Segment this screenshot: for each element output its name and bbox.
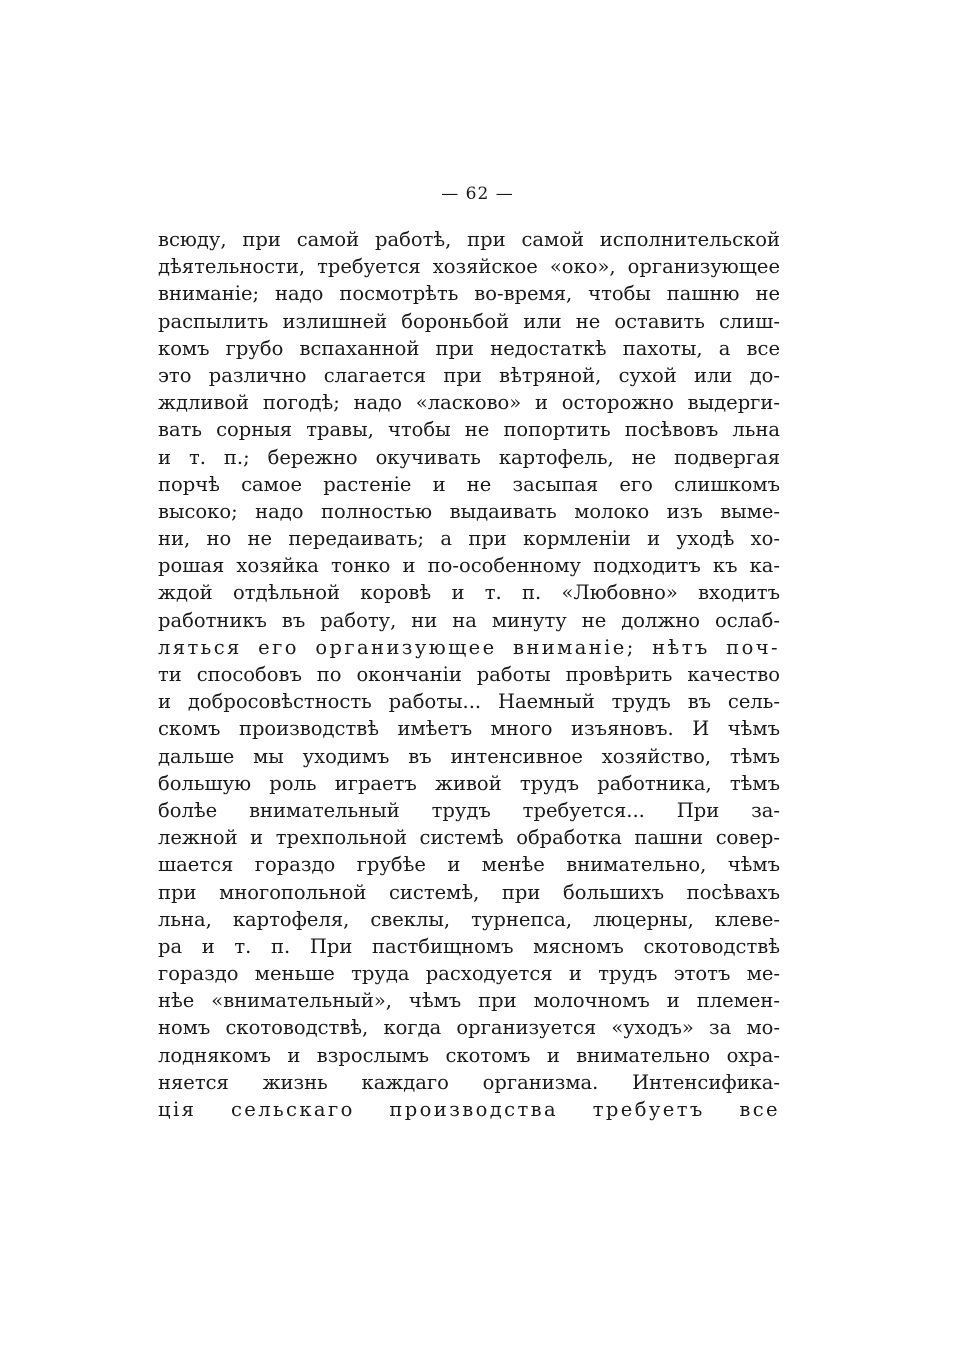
text-line: лоднякомъ и взрослымъ скотомъ и внимательно охра- [158, 1043, 780, 1067]
text-line: порчѣ самое растеніе и не засыпая его слишкомъ [158, 472, 780, 496]
text-line: номъ скотоводствѣ, когда организуется «уходъ» за мо- [158, 1016, 780, 1040]
text-line: льна, картофеля, свеклы, турнепса, люцерны, клеве- [158, 907, 780, 931]
text-line: няется жизнь каждаго организма. Интенсифика- [158, 1070, 780, 1094]
text-line: дальше мы уходимъ въ интенсивное хозяйство, тѣмъ [158, 744, 780, 768]
text-line: высоко; надо полностью выдаивать молоко изъ выме- [158, 499, 780, 523]
text-line: вать сорныя травы, чтобы не попортить посѣвовъ льна [158, 418, 780, 442]
text-line: распылить излишней бороньбой или не оставить слиш- [158, 309, 780, 333]
text-line: скомъ производствѣ имѣетъ много изъяновъ. И чѣмъ [158, 717, 780, 741]
text-line: и т. п.; бережно окучивать картофель, не подвергая [158, 445, 780, 469]
page-number: — 62 — [441, 184, 514, 204]
text-line: ждой отдѣльной коровѣ и т. п. «Любовно» входитъ [158, 581, 780, 605]
text-line: дѣятельности, требуется хозяйское «око», организующее [158, 255, 780, 279]
text-line: лежной и трехпольной системѣ обработка пашни совер- [158, 826, 780, 850]
body-text [158, 226, 780, 1123]
text-line: ти способовъ по окончаніи работы провѣрить качество [158, 663, 780, 686]
text-line: ра и т. п. При пастбищномъ мясномъ скотоводствѣ [158, 934, 780, 958]
text-line: гораздо меньше труда расходуется и трудъ этотъ ме- [158, 962, 780, 986]
text-line: комъ грубо вспаханной при недостаткѣ пахоты, а все [158, 336, 780, 360]
text-line: ждливой погодѣ; надо «ласково» и осторожно выдерги- [158, 391, 780, 415]
text-line: работникъ въ работу, ни на минуту не должно ослаб- [158, 608, 780, 632]
text-line: ляться его организующее вниманіе; нѣтъ поч- [158, 635, 780, 659]
text-line: нѣе «внимательный», чѣмъ при молочномъ и племен- [158, 989, 780, 1013]
text-line: рошая хозяйка тонко и по-особенному подходитъ къ ка- [158, 554, 780, 578]
text-line: вниманіе; надо посмотрѣть во-время, чтобы пашню не [158, 282, 780, 306]
text-line: болѣе внимательный трудъ требуется... При за- [158, 798, 780, 822]
text-line: ни, но не передаивать; а при кормленіи и уходѣ хо- [158, 527, 780, 551]
text-line: всюду, при самой работѣ, при самой исполнительской [158, 228, 780, 251]
text-line: ція сельскаго производства требуетъ все [158, 1098, 780, 1121]
text-line: шается гораздо грубѣе и менѣе внимательно, чѣмъ [158, 853, 780, 877]
text-line: и добросовѣстность работы... Наемный трудъ въ сель- [158, 690, 780, 714]
text-line: это различно слагается при вѣтряной, сухой или до- [158, 363, 780, 387]
text-line: при многопольной системѣ, при большихъ посѣвахъ [158, 880, 780, 904]
text-line: большую роль играетъ живой трудъ работника, тѣмъ [158, 771, 780, 795]
